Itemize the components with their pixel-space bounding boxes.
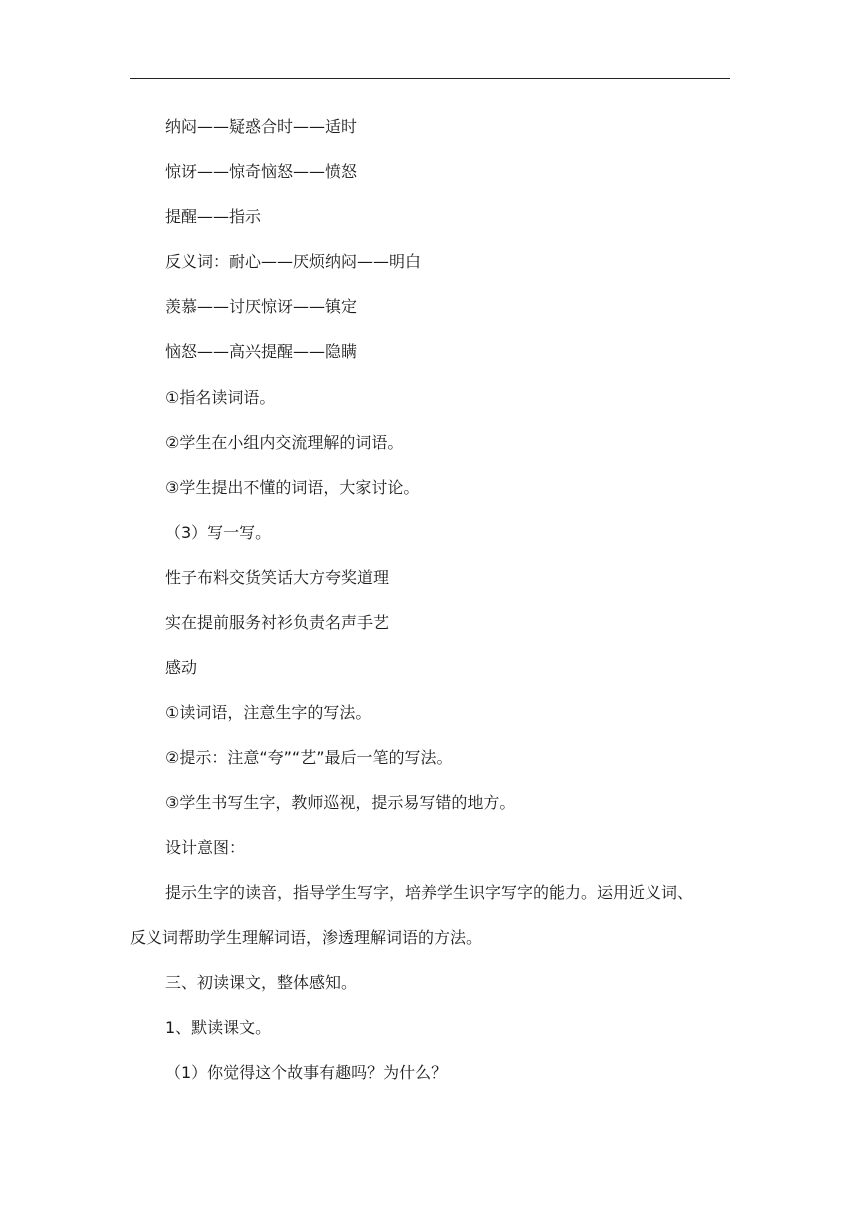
text-line: （3）写一写。 — [165, 523, 272, 542]
text-line: 性子布料交货笑话大方夸奖道理 — [165, 568, 390, 587]
text-line: 提示生字的读音，指导学生写字，培养学生识字写字的能力。运用近义词、 — [165, 883, 694, 902]
text-line: ②提示：注意“夸”“艺”最后一笔的写法。 — [165, 748, 453, 767]
text-line: 提醒——指示 — [165, 207, 262, 226]
text-line: 反义词：耐心——厌烦纳闷——明白 — [165, 252, 422, 271]
text-line: ③学生书写生字，教师巡视，提示易写错的地方。 — [165, 793, 516, 812]
header-rule — [130, 78, 730, 79]
text-line: ①读词语，注意生字的写法。 — [165, 703, 372, 722]
text-line: 恼怒——高兴提醒——隐瞒 — [165, 342, 358, 361]
text-line: ③学生提出不懂的词语，大家讨论。 — [165, 478, 420, 497]
text-line: 羡慕——讨厌惊讶——镇定 — [165, 297, 358, 316]
text-line: 纳闷——疑惑合时——适时 — [165, 117, 358, 136]
text-line: 三、初读课文，整体感知。 — [165, 973, 358, 992]
text-line: 1、默读课文。 — [165, 1018, 272, 1037]
text-line: 反义词帮助学生理解词语，渗透理解词语的方法。 — [130, 928, 483, 947]
text-line: ②学生在小组内交流理解的词语。 — [165, 433, 404, 452]
text-line: 设计意图： — [165, 838, 246, 857]
text-line: 惊讶——惊奇恼怒——愤怒 — [165, 162, 358, 181]
text-line: ①指名读词语。 — [165, 388, 276, 407]
text-line: 感动 — [165, 658, 198, 677]
text-line: 实在提前服务衬衫负责名声手艺 — [165, 613, 390, 632]
text-line: （1）你觉得这个故事有趣吗？为什么？ — [165, 1063, 448, 1082]
